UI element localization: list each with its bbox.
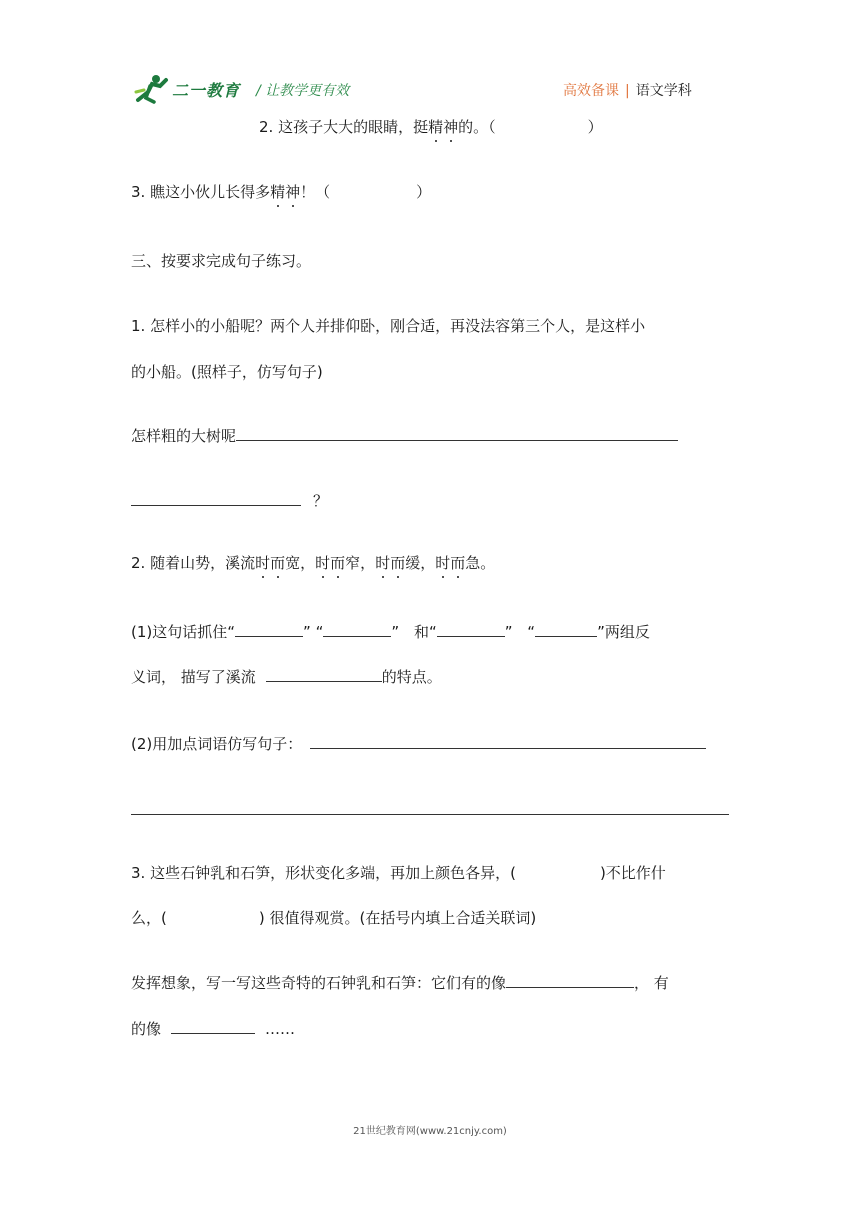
s3q3-line1 (131, 862, 666, 883)
q2-2-text: 2. 这孩子大大的眼睛，挺 (259, 118, 429, 136)
s3q2-text: 2. 随着山势，溪流 (131, 554, 256, 572)
answer-blank[interactable] (171, 1019, 255, 1034)
s3q2-sub2 (131, 733, 706, 754)
dotted-char: 而 (270, 554, 286, 572)
paren-close: ） (416, 183, 432, 201)
s3q2-word: 缓， (405, 554, 436, 572)
dotted-char: 精 (428, 118, 444, 136)
paren-close: ） (587, 118, 603, 136)
s3q1-line4 (131, 490, 328, 511)
s3q3-text4: 的像 (131, 1020, 162, 1038)
s3q2-word: 宽， (285, 554, 316, 572)
q2-2-text-post: 的。（ (458, 118, 496, 136)
s3q2-sub2-line2 (131, 800, 729, 819)
s3q3-text3-post: ， 有 (634, 974, 669, 992)
s3q1-line3 (131, 425, 678, 446)
dotted-char: 时 (255, 554, 271, 572)
dotted-char: 时 (315, 554, 331, 572)
s3q3-text: 3. 这些石钟乳和石笋，形状变化多端，再加上颜色各异，( (131, 864, 516, 882)
answer-blank[interactable] (131, 491, 301, 506)
logo-text: 二一教育 (172, 81, 241, 100)
s3q2-sub1-post2: 的特点。 (381, 668, 442, 686)
s3q2-line1 (131, 552, 495, 573)
s3q3-text2-post: ) 很值得观赏。(在括号内填上合适关联词) (258, 909, 537, 927)
answer-blank[interactable] (235, 622, 303, 637)
answer-blank[interactable] (131, 800, 729, 815)
quote-close: ” (504, 623, 513, 641)
answer-blank[interactable] (236, 426, 678, 441)
answer-blank[interactable] (323, 622, 391, 637)
s3q3-text3: 发挥想象，写一写这些奇特的石钟乳和石笋：它们有的像 (131, 974, 507, 992)
q2-3-text-post: ！（ (300, 183, 331, 201)
quote-close: ” (303, 623, 311, 641)
s3q2-sub1-post: 两组反 (604, 623, 650, 641)
answer-blank[interactable] (535, 622, 597, 637)
s3q2-sub1-line2 (131, 666, 442, 687)
s3q3-line4 (131, 1018, 295, 1039)
dotted-char: 时 (435, 554, 451, 572)
s3q2-sub1-text: (1)这句话抓住“ (131, 623, 236, 641)
and-word: 和“ (413, 623, 437, 641)
quote-close: ” (391, 623, 400, 641)
dotted-char: 而 (450, 554, 466, 572)
answer-blank[interactable] (506, 973, 634, 988)
dotted-char: 而 (330, 554, 346, 572)
question-2-2 (259, 116, 603, 137)
dotted-char: 神 (285, 183, 301, 201)
quote-close: ” (597, 623, 605, 641)
s3q3-line2 (131, 907, 536, 928)
s3q3-line3 (131, 972, 669, 993)
quote-open: “ (315, 623, 324, 641)
dotted-char: 神 (443, 118, 459, 136)
question-mark: ？ (313, 492, 329, 510)
question-2-3 (131, 181, 431, 202)
s3q1-line2: 的小船。(照样子，仿写句子) (131, 363, 323, 381)
answer-blank[interactable] (266, 667, 382, 682)
header-separator: | (625, 83, 630, 99)
dotted-char: 而 (390, 554, 406, 572)
s3q1-prompt: 怎样粗的大树呢 (131, 427, 237, 445)
q2-3-text: 3. 瞧这小伙儿长得多 (131, 183, 271, 201)
s3q2-word: 窄， (345, 554, 376, 572)
answer-blank[interactable] (437, 622, 505, 637)
footer: 21世纪教育网(www.21cnjy.com) (353, 1126, 507, 1137)
section-3-title: 三、按要求完成句子练习。 (131, 252, 312, 270)
header-label-prep: 高效备课 (563, 83, 619, 99)
answer-blank[interactable] (310, 734, 706, 749)
s3q2-sub1-text2: 义词， 描写了溪流 (131, 668, 256, 686)
ellipsis: …… (265, 1020, 296, 1038)
s3q3-text2: 么，( (131, 909, 167, 927)
slogan: / 让教学更有效 (256, 83, 350, 99)
s3q2-sub1-line1 (131, 621, 650, 642)
s3q2-word: 急。 (465, 554, 496, 572)
s3q1-line1: 1. 怎样小的小船呢？两个人并排仰卧，刚合适，再没法容第三个人，是这样小 (131, 317, 646, 335)
header-right (563, 80, 692, 100)
s3q2-sub2-text: (2)用加点词语仿写句子： (131, 735, 303, 753)
dotted-char: 精 (270, 183, 286, 201)
runner-logo-icon (134, 74, 170, 104)
dotted-char: 时 (375, 554, 391, 572)
quote-open: “ (527, 623, 536, 641)
logo (134, 74, 244, 108)
header-label-subject: 语文学科 (635, 83, 692, 99)
s3q3-text-post: )不比作什 (599, 864, 666, 882)
